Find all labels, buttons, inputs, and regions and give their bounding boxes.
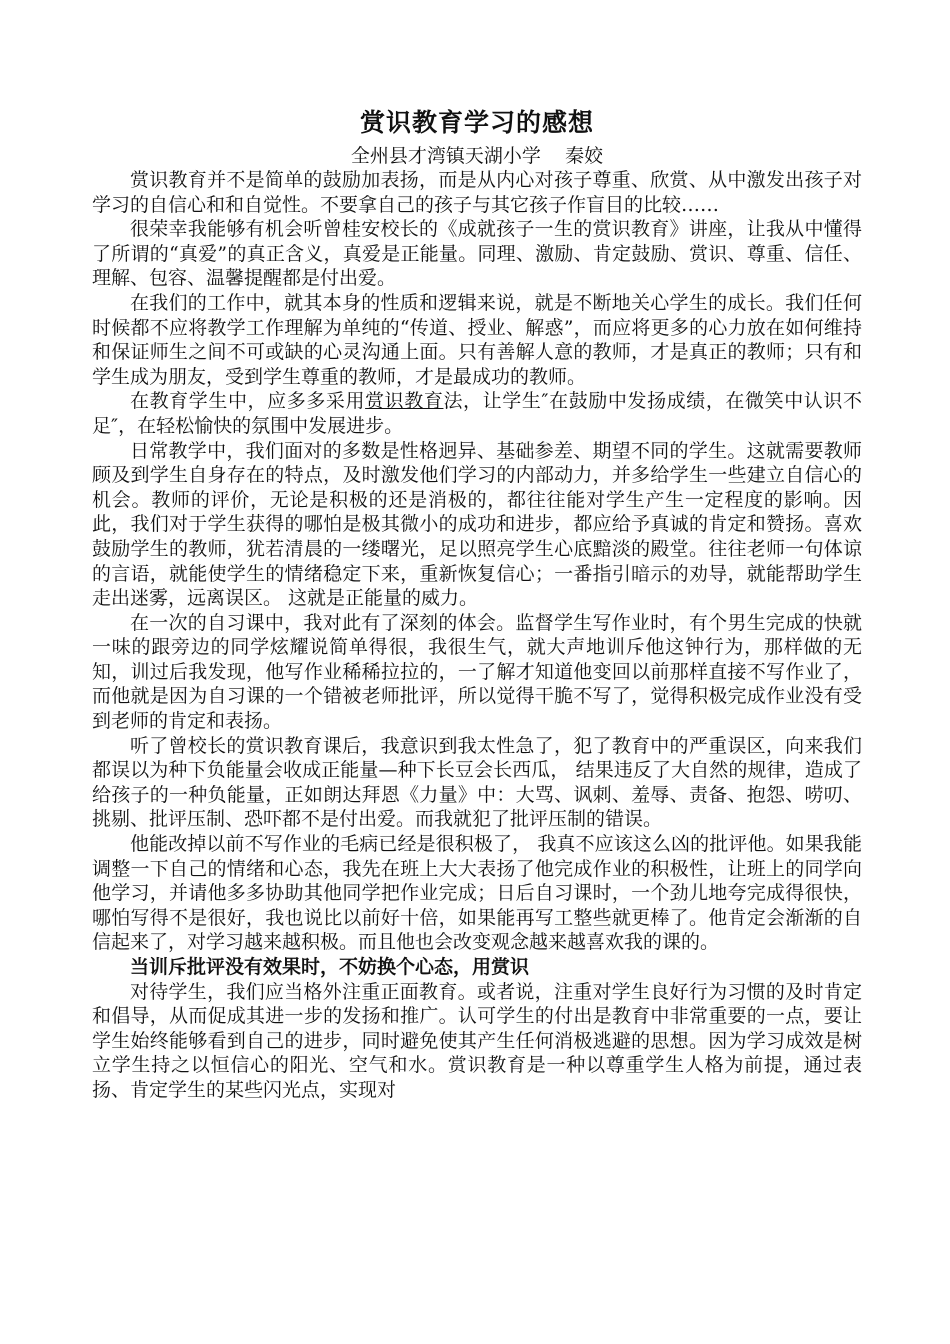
paragraph-6: 在一次的自习课中，我对此有了深刻的体会。监督学生写作业时，有个男生完成的快就一味的跟旁边的同学炫耀说简单得很，我很生气，就大声地训斥他这钟行为，那样做的无知，训过后我发现，他写作业稀稀拉拉的，一了解才知道他变回以前那样直接不写作业了，而他就是因为自习课的一个错被老师批评，所以觉得干脆不写了，觉得积极完成作业没有受到老师的肯定和表扬。 xyxy=(92,611,862,733)
paragraph-3: 在我们的工作中，就其本身的性质和逻辑来说，就是不断地关心学生的成长。我们任何时候都不应将教学工作理解为单纯的“传道、授业、解惑”，而应将更多的心力放在如何维持和保证师生之间不可或缺的心灵沟通上面。只有善解人意的教师，才是真正的教师；只有和学生成为朋友，受到学生尊重的教师，才是最成功的教师。 xyxy=(92,291,862,388)
section-heading: 当训斥批评没有效果时，不妨换个心态，用赏识 xyxy=(130,956,530,978)
paragraph-5: 日常教学中，我们面对的多数是性格迥异、基础参差、期望不同的学生。这就需要教师顾及到学生自身存在的特点，及时激发他们学习的内部动力，并多给学生一些建立自信心的机会。教师的评价，无论是积极的还是消极的，都往往能对学生产生一定程度的影响。因此，我们对于学生获得的哪怕是极其微小的成功和进步，都应给予真诚的肯定和赞扬。喜欢鼓励学生的教师，犹若清晨的一缕曙光，足以照亮学生心底黯淡的殿堂。往往老师一句体谅的言语，就能使学生的情绪稳定下来，重新恢复信心；一番指引暗示的劝导，就能帮助学生走出迷雾，远离误区。 这就是正能量的威力。 xyxy=(92,439,862,610)
paragraph-4-lead: 在教育学生中，应多多采用 xyxy=(130,390,366,413)
paragraph-2: 很荣幸我能够有机会听曾桂安校长的《成就孩子一生的赏识教育》讲座，让我从中懂得了所谓的“真爱”的真正含义，真爱是正能量。同理、激励、肯定鼓励、赏识、尊重、信任、理解、包容、温馨提醒都是付出爱。 xyxy=(92,218,862,290)
paragraph-4 xyxy=(92,389,862,438)
paragraph-1: 赏识教育并不是简单的鼓励加表扬，而是从内心对孩子尊重、欣赏、从中激发出孩子对学习的自信心和和自觉性。不要拿自己的孩子与其它孩子作盲目的比较…… xyxy=(92,169,862,216)
underlined-term: 赏识教育 xyxy=(365,390,444,413)
paragraph-10: 对待学生，我们应当格外注重正面教育。或者说，注重对学生良好行为习惯的及时肯定和倡导，从而促成其进一步的发扬和推广。认可学生的付出是教育中非常重要的一点，要让学生始终能够看到自己的进步，同时避免使其产生任何消极逃避的思想。因为学习成效是树立学生持之以恒信心的阳光、空气和水。赏识教育是一种以尊重学生人格为前提，通过表扬、肯定学生的某些闪光点，实现对 xyxy=(92,980,862,1101)
paragraph-7: 听了曾校长的赏识教育课后，我意识到我太性急了，犯了教育中的严重误区，向来我们都误以为种下负能量会收成正能量—种下长豆会长西瓜， 结果违反了大自然的规律，造成了给孩子的一种负能量，正如朗达拜恩《力量》中：大骂、讽刺、羞辱、责备、抱怨、唠叨、挑剔、批评压制、恐吓都不是付出爱。而我就犯了批评压制的错误。 xyxy=(92,734,862,831)
document-title: 赏识教育学习的感想 xyxy=(359,108,594,137)
document-page xyxy=(92,100,862,1330)
paragraph-4-rest: 法，让学生″在鼓励中发扬成绩，在微笑中认识不足″，在轻松愉快的氛围中发展进步。 xyxy=(92,390,862,437)
author-line: 全州县才湾镇天湖小学 秦姣 xyxy=(350,145,604,167)
paragraph-8: 他能改掉以前不写作业的毛病已经是很积极了， 我真不应该这么凶的批评他。如果我能调整一下自己的情绪和心态，我先在班上大大表扬了他完成作业的积极性，让班上的同学向他学习，并请他多多协助其他同学把作业完成；日后自习课时，一个劲儿地夸完成得很快，哪怕写得不是很好，我也说比以前好十倍，如果能再写工整些就更棒了。他肯定会渐渐的自信起来了，对学习越来越积极。而且他也会改变观念越来越喜欢我的课的。 xyxy=(92,833,862,954)
